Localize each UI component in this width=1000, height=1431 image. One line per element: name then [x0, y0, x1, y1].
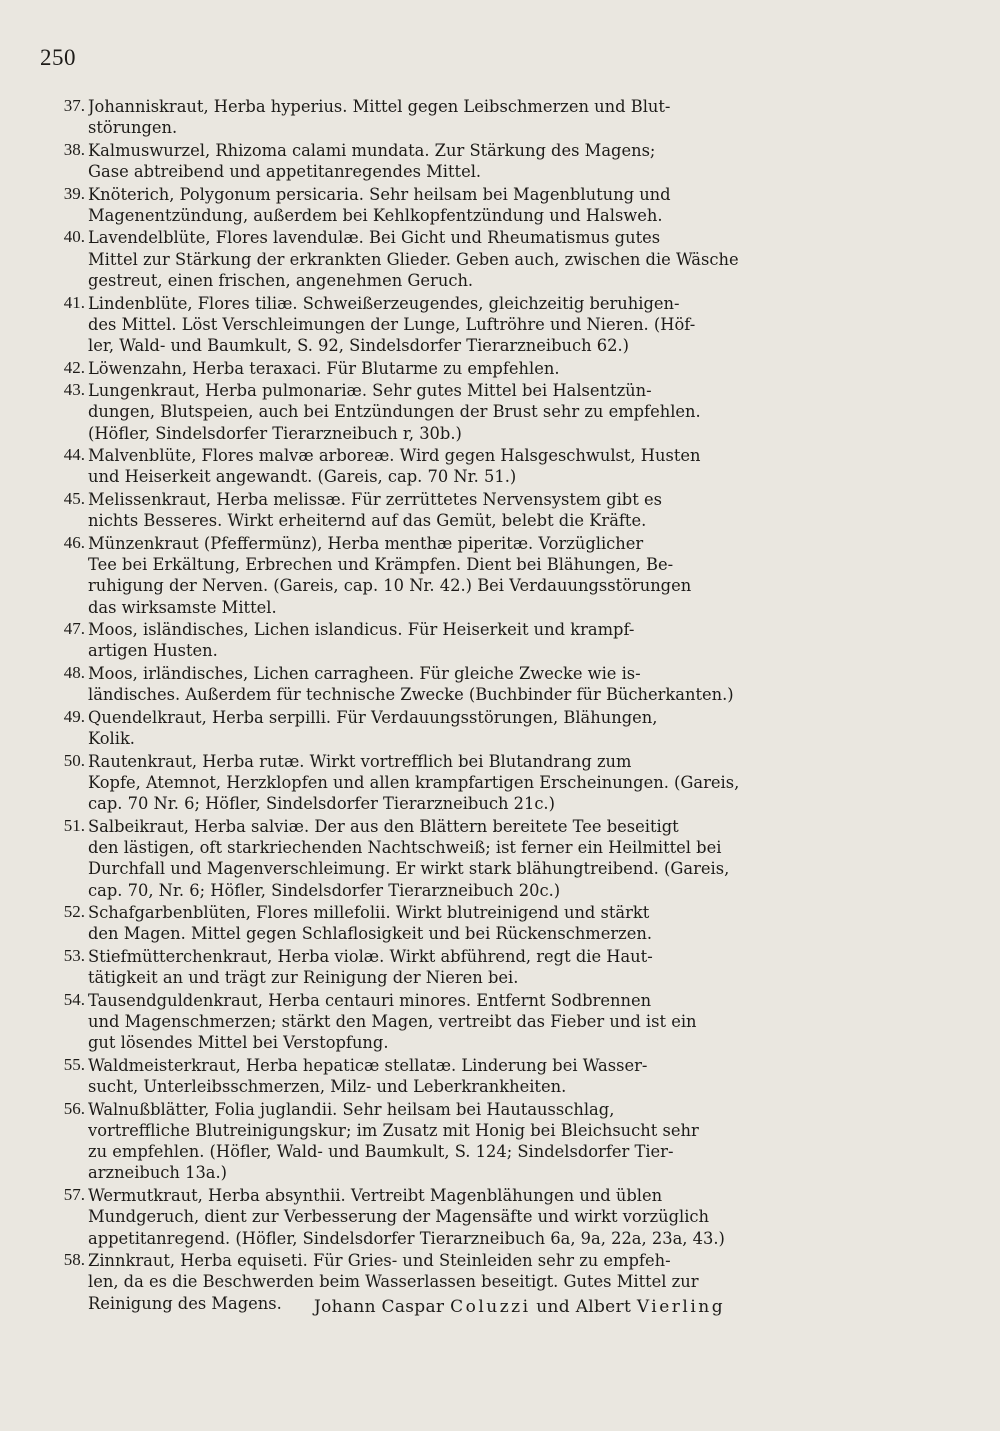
entry-number: 52.	[63, 902, 85, 922]
entry-text	[88, 946, 868, 989]
entry-number: 53.	[63, 945, 85, 965]
entry-text	[88, 619, 868, 662]
entry-number: 49.	[63, 706, 85, 726]
list-item	[0, 380, 1000, 444]
entry-text	[88, 96, 868, 139]
entry-text	[88, 293, 868, 357]
entry-line: sucht, Unterleibsschmerzen, Milz- und Leberkrankheiten.	[88, 1077, 567, 1097]
entry-text	[88, 902, 868, 945]
list-item	[0, 293, 1000, 357]
entry-number: 48.	[63, 663, 85, 682]
entry-line: Tausendguldenkraut, Herba centauri minores. Entfernt Sodbrennen	[88, 990, 652, 1010]
entry-number: 55.	[63, 1054, 85, 1074]
entry-text	[88, 751, 868, 815]
entry-line: Reinigung des Magens.	[88, 1293, 282, 1313]
entry-line: arzneibuch 13a.)	[88, 1163, 228, 1183]
list-item	[0, 946, 1000, 989]
entry-text	[88, 489, 868, 532]
entry-line: Kopfe, Atemnot, Herzklopfen und allen krampfartigen Erscheinungen. (Gareis,	[88, 772, 740, 792]
entry-line: nichts Besseres. Wirkt erheiternd auf das Gemüt, belebt die Kräfte.	[88, 511, 647, 531]
list-item	[0, 96, 1000, 139]
entry-line: Malvenblüte, Flores malvæ arboreæ. Wird gegen Halsgeschwulst, Husten	[88, 446, 701, 466]
entry-line: Salbeikraut, Herba salviæ. Der aus den Blättern bereitete Tee beseitigt	[88, 816, 679, 836]
entry-line: gestreut, einen frischen, angenehmen Geruch.	[88, 270, 474, 290]
entry-text	[88, 1055, 868, 1098]
signature-conjunction: und	[536, 1297, 570, 1317]
list-item	[0, 816, 1000, 901]
entry-line: cap. 70, Nr. 6; Höfler, Sindelsdorfer Tierarzneibuch 20c.)	[88, 880, 561, 900]
signature	[314, 1297, 725, 1317]
entry-line: das wirksamste Mittel.	[88, 597, 277, 617]
entry-line: Waldmeisterkraut, Herba hepaticæ stellatæ. Linderung bei Wasser-	[88, 1055, 648, 1075]
entry-number: 41.	[63, 292, 85, 312]
entry-line: Rautenkraut, Herba rutæ. Wirkt vortrefflich bei Blutandrang zum	[88, 751, 632, 771]
entry-line: den lästigen, oft starkriechenden Nachtschweiß; ist ferner ein Heilmittel bei	[88, 837, 722, 857]
entry-number: 46.	[63, 532, 85, 552]
entry-number: 56.	[63, 1098, 85, 1118]
entry-line: Melissenkraut, Herba melissæ. Für zerrüttetes Nervensystem gibt es	[88, 490, 662, 509]
entry-text	[88, 380, 868, 444]
entry-text	[88, 816, 868, 901]
entry-line: Walnußblätter, Folia juglandii. Sehr heilsam bei Hautausschlag,	[88, 1099, 615, 1119]
entry-text	[88, 663, 868, 706]
entry-line: Johanniskraut, Herba hyperius. Mittel gegen Leibschmerzen und Blut-	[88, 97, 671, 116]
entry-line: artigen Husten.	[88, 641, 218, 661]
entry-line: Mittel zur Stärkung der erkrankten Glieder. Geben auch, zwischen die Wäsche	[88, 249, 739, 269]
entry-number: 42.	[63, 357, 85, 377]
entry-text	[88, 227, 868, 291]
list-item	[0, 489, 1000, 532]
entry-line: Moos, irländisches, Lichen carragheen. Für gleiche Zwecke wie is-	[88, 664, 641, 683]
entry-number: 43.	[63, 380, 85, 400]
entry-line: zu empfehlen. (Höfler, Wald- und Baumkult, S. 124; Sindelsdorfer Tier-	[88, 1142, 674, 1162]
entry-line: Durchfall und Magenverschleimung. Er wirkt stark blähungtreibend. (Gareis,	[88, 859, 730, 879]
list-item	[0, 619, 1000, 662]
entry-line: ländisches. Außerdem für technische Zwecke (Buchbinder für Bücherkanten.)	[88, 685, 734, 705]
entry-number: 50.	[63, 750, 85, 770]
entry-text	[88, 445, 868, 488]
entry-number: 40.	[63, 227, 85, 247]
entry-text	[88, 990, 868, 1054]
entry-line: Stiefmütterchenkraut, Herba violæ. Wirkt abführend, regt die Haut-	[88, 946, 653, 966]
list-item	[0, 140, 1000, 183]
entry-text	[88, 533, 868, 618]
entry-number: 57.	[63, 1185, 85, 1204]
entry-text	[88, 140, 868, 183]
entry-line: des Mittel. Löst Verschleimungen der Lunge, Luftröhre und Nieren. (Höf-	[88, 314, 696, 334]
signature-second-author: Albert	[575, 1297, 632, 1317]
entry-line: ruhigung der Nerven. (Gareis, cap. 10 Nr. 42.) Bei Verdauungsstörungen	[88, 576, 692, 596]
list-item	[0, 533, 1000, 618]
entry-line: Zinnkraut, Herba equiseti. Für Gries- und Steinleiden sehr zu empfeh-	[88, 1251, 671, 1271]
list-item	[0, 707, 1000, 750]
entry-line: Löwenzahn, Herba teraxaci. Für Blutarme zu empfehlen.	[88, 358, 560, 378]
entry-number: 51.	[63, 815, 85, 835]
entry-number: 44.	[63, 445, 85, 465]
entry-line: len, da es die Beschwerden beim Wasserlassen beseitigt. Gutes Mittel zur	[88, 1272, 699, 1292]
entry-line: Kolik.	[88, 729, 135, 749]
entry-number: 54.	[63, 989, 85, 1009]
list-item	[0, 445, 1000, 488]
entry-line: (Höfler, Sindelsdorfer Tierarzneibuch r, 30b.)	[88, 423, 462, 443]
entry-line: Wermutkraut, Herba absynthii. Vertreibt Magenblähungen und üblen	[88, 1186, 663, 1205]
entry-text	[88, 358, 868, 379]
entry-number: 45.	[63, 489, 85, 508]
entry-text	[88, 1099, 868, 1184]
entry-number: 37.	[63, 96, 85, 115]
entry-line: Münzenkraut (Pfeffermünz), Herba menthæ piperitæ. Vorzüglicher	[88, 533, 644, 553]
list-item	[0, 751, 1000, 815]
entry-line: Lavendelblüte, Flores lavendulæ. Bei Gicht und Rheumatismus gutes	[88, 228, 661, 248]
entry-number: 47.	[63, 619, 85, 639]
entry-line: vortreffliche Blutreinigungskur; im Zusatz mit Honig bei Bleichsucht sehr	[88, 1120, 699, 1140]
page-number: 250	[40, 45, 76, 70]
entry-line: gut lösendes Mittel bei Verstopfung.	[88, 1033, 389, 1053]
entry-number: 58.	[63, 1250, 85, 1270]
entry-line: Moos, isländisches, Lichen islandicus. Für Heiserkeit und krampf-	[88, 620, 635, 640]
entry-line: ler, Wald- und Baumkult, S. 92, Sindelsdorfer Tierarzneibuch 62.)	[88, 336, 630, 356]
entry-line: Knöterich, Polygonum persicaria. Sehr heilsam bei Magenblutung und	[88, 184, 671, 204]
entry-line: und Heiserkeit angewandt. (Gareis, cap. 70 Nr. 51.)	[88, 467, 517, 487]
entry-number: 38.	[63, 139, 85, 159]
entry-number: 39.	[63, 183, 85, 203]
entry-line: störungen.	[88, 118, 178, 138]
list-item	[0, 990, 1000, 1054]
entry-line: dungen, Blutspeien, auch bei Entzündungen der Brust sehr zu empfehlen.	[88, 402, 701, 422]
entry-text	[88, 1185, 868, 1249]
entry-text	[88, 707, 868, 750]
signature-second-surname: Vierling	[636, 1297, 726, 1317]
list-item	[0, 227, 1000, 291]
entry-line: Lungenkraut, Herba pulmonariæ. Sehr gutes Mittel bei Halsentzün-	[88, 381, 652, 401]
signature-first-surname: Coluzzi	[450, 1297, 531, 1317]
entry-line: Lindenblüte, Flores tiliæ. Schweißerzeugendes, gleichzeitig beruhigen-	[88, 293, 680, 313]
entry-line: Tee bei Erkältung, Erbrechen und Krämpfen. Dient bei Blähungen, Be-	[88, 555, 674, 575]
list-item	[0, 1055, 1000, 1098]
entry-line: Magenentzündung, außerdem bei Kehlkopfentzündung und Halsweh.	[88, 205, 663, 225]
entry-line: appetitanregend. (Höfler, Sindelsdorfer Tierarzneibuch 6a, 9a, 22a, 23a, 43.)	[88, 1228, 725, 1248]
entry-line: Schafgarbenblüten, Flores millefolii. Wirkt blutreinigend und stärkt	[88, 903, 650, 923]
list-item	[0, 663, 1000, 706]
list-item	[0, 184, 1000, 227]
list-item	[0, 1185, 1000, 1249]
entry-line: den Magen. Mittel gegen Schlaflosigkeit und bei Rückenschmerzen.	[88, 924, 653, 944]
entry-line: tätigkeit an und trägt zur Reinigung der Nieren bei.	[88, 968, 519, 988]
list-item	[0, 1099, 1000, 1184]
entry-text	[88, 184, 868, 227]
entry-line: und Magenschmerzen; stärkt den Magen, vertreibt das Fieber und ist ein	[88, 1011, 697, 1031]
entry-line: cap. 70 Nr. 6; Höfler, Sindelsdorfer Tierarzneibuch 21c.)	[88, 794, 555, 814]
signature-first-author: Johann Caspar	[314, 1297, 445, 1317]
list-item	[0, 358, 1000, 379]
entry-line: Kalmuswurzel, Rhizoma calami mundata. Zur Stärkung des Magens;	[88, 140, 656, 160]
entry-line: Mundgeruch, dient zur Verbesserung der Magensäfte und wirkt vorzüglich	[88, 1207, 710, 1227]
list-item	[0, 902, 1000, 945]
entry-line: Quendelkraut, Herba serpilli. Für Verdauungsstörungen, Blähungen,	[88, 707, 658, 727]
entry-line: Gase abtreibend und appetitanregendes Mittel.	[88, 162, 482, 182]
